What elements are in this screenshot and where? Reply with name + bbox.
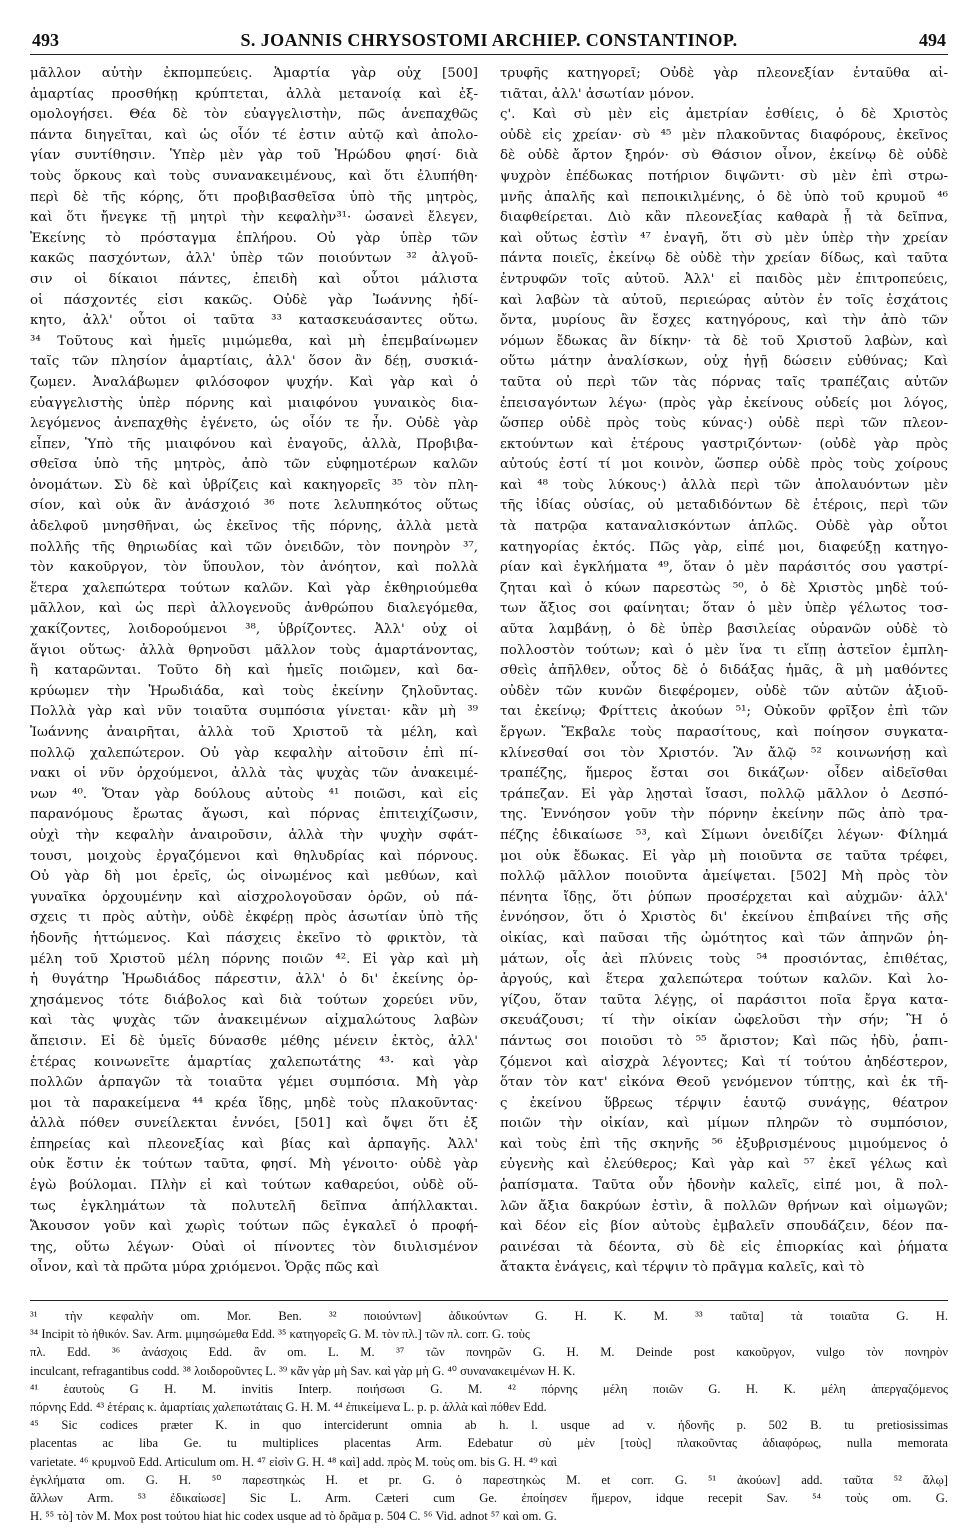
text-line: πολλῶν ἁρπαγῶν τὰ τοιαῦτα γέμει συμπόσια. Μὴ γὰρ xyxy=(30,1075,478,1091)
text-line: καὶ λαβὼν τὰ αὐτοῦ, περιεώρας αὐτὸν ἐν τοῖς ἐσχάτοις xyxy=(500,292,948,308)
text-column-right xyxy=(500,64,948,1290)
text-line: σίον, καὶ οὐκ ἂν ἀνάσχοιό ³⁶ ποτε λελυπηκότος οὕτως xyxy=(30,498,478,514)
page-header xyxy=(30,28,948,55)
footnote-line: ἄλλων Arm. ⁵³ ἐδικαίωσε] Sic L. Arm. Cæteri cum Ge. ἐποίησεν ἥμερον, idque recepit Sav. ⁵⁴ τοὺς om. G. xyxy=(30,1491,948,1506)
text-line: αῦτα λαμβάνῃ, ὁ δὲ ὑπὲρ βασιλείας οὐρανῶν οὐδὲ τὸ xyxy=(500,622,948,638)
text-line: της, οὕτω λέγων· Οὐαὶ οἱ πίνοντες τὸν διυλισμένον xyxy=(30,1239,478,1255)
footnote-line: inculcant, refragantibus codd. ³⁸ λοιδοροῦντες L. ³⁹ κἂν γὰρ μὴ Sav. καὶ γὰρ μὴ G. ⁴⁰ συνανακειμένων H. K. xyxy=(30,1363,576,1378)
text-line: τιᾶται, ἀλλ' ἀσωτίαν μόνον. xyxy=(500,86,695,102)
text-line: πολλοστὸν τούτων; καὶ ὁ μὲν ἵνα τι εἴπῃ ἀστεῖον ἐμπλη- xyxy=(500,642,948,658)
text-line: γίζου, ὅταν ταῦτα λέγῃς, οἱ παράσιτοι ποῖα ἔργα κατα- xyxy=(500,992,948,1008)
text-line: πάντως σοι ποιοῦσι τὸ ⁵⁵ ἄριστον; Καὶ πῶς ἡδὺ, ῥαπι- xyxy=(500,1033,948,1049)
text-line: μοι τὰ παρακείμενα ⁴⁴ κρέα ἴδῃς, μηδὲ τοὺς πλακοῦντας· xyxy=(30,1095,478,1111)
text-line: ἡ θυγάτηρ Ἡρωδιάδος πάρεστιν, ἀλλ' ὁ δι' ἐκείνης ὀρ- xyxy=(30,972,478,988)
text-line: καὶ οὕτως ἐστὶν ⁴⁷ ἐναγῆ, ὅτι σὺ μὲν ὑπὲρ τὴν χρείαν xyxy=(500,230,948,246)
text-line: σκευάζουσι; τί τὴν οἰκίαν ὠφελοῦσι τὴν σήν; Ἢ ὁ xyxy=(500,1013,948,1029)
text-line: σιν οἱ δίκαιοι πάντες, ἐπειδὴ καὶ οὗτοι μάλιστα xyxy=(30,271,478,287)
text-line: ἄπεισιν. Εἰ δὲ ὑμεῖς δύνασθε μέθης μένειν ἐκτὸς, ἀλλ' xyxy=(30,1033,478,1049)
text-line: γίαν συντίθησιν. Ὑπὲρ μὲν γὰρ τοῦ Ἡρώδου φησί· διὰ xyxy=(30,148,478,164)
text-line: τῆς ἰδίας οὐσίας, οὐ μεταδιδόντων δὲ ἑτέροις, περὶ τῶν xyxy=(500,498,948,514)
text-line: της. Ἐννόησον γοῦν τὴν πόρνην ἐκείνην πῶς ἀπὸ τρα- xyxy=(500,807,948,823)
text-line: ἐπεισαγόντων λέγω· (πρὸς γὰρ ἐκείνους οὐδείς μοι λόγος, xyxy=(500,395,948,411)
text-line: πάντα ποιεῖς, ἐκείνῳ δὲ οὐδὲ τὴν χρείαν δίδως, καὶ ταῦτα xyxy=(500,251,948,267)
text-line: ζηται καὶ ὁ κύων παρεστὼς ⁵⁰, ὁ δὲ Χριστὸς μηδὲ τού- xyxy=(500,580,948,596)
text-line: ἀργούς, καὶ ἕτερα χαλεπώτερα τούτων καλῶν. Καὶ λο- xyxy=(500,972,948,988)
text-line: τραπέζης, ἥμερος ἔσται σοι δικάζων· οἶδεν αἰδεῖσθαι xyxy=(500,766,948,782)
footnote-line: varietate. ⁴⁶ κρυμνοῦ Edd. Articulum om. H. ⁴⁷ εἰσὶν G. H. ⁴⁸ καὶ] add. πρὸς M. τοὺς om. bis G. H. ⁴⁹ καὶ xyxy=(30,1454,557,1469)
text-line: οὐκ ἔστιν ἐκ τούτων ταῦτα, φησί. Μὴ γένοιτο· οὐδὲ γὰρ xyxy=(30,1157,478,1173)
text-line: καὶ ⁴⁸ τοὺς λύκους·) ἀλλὰ περὶ τῶν ἀπολαυόντων μὲν xyxy=(500,477,948,493)
text-line: πέζης ἐδικαίωσε ⁵³, καὶ Σίμωνι ὀνειδίζει λέγων· Φίλημά xyxy=(500,827,948,843)
footnote-line: πόρνης Edd. ⁴³ ἑτέραις κ. ἁμαρτίαις χαλεπωτάταις G. H. M. ⁴⁴ ἐπικείμενα L. p. p. ἀλλὰ καὶ πόθεν Edd. xyxy=(30,1400,547,1415)
text-line: γυναῖκα ὀρχουμένην καὶ αἰσχρολογοῦσαν ὁρῶν, οὐ πά- xyxy=(30,889,478,905)
page-number-right: 494 xyxy=(919,30,946,50)
text-line: ἔργων. Ἔκβαλε τοὺς παρασίτους, καὶ ποίησον συγκατα- xyxy=(500,725,948,740)
text-line: παρανόμους ἔρωτας ἄγωσι, καὶ πόρνας ἐπιτειχίζωσιν, xyxy=(30,807,478,823)
text-line: κρύωμεν τὴν Ἡρωδιάδα, καὶ τοὺς ἐκείνην ζηλοῦντας. xyxy=(30,683,478,699)
text-line: ἅγιοι οὕτως· ἀλλὰ θρηνοῦσι μᾶλλον τοὺς ἁμαρτάνοντας, xyxy=(30,642,478,658)
text-line: κακῶς πασχόντων, ἀλλ' ὑπὲρ τῶν ποιούντων ³² ἀλγοῦ- xyxy=(30,251,478,267)
text-line: περὶ δὲ τῆς κόρης, ὅτι προβιβασθεῖσα ὑπὸ τῆς μητρὸς, xyxy=(30,189,478,205)
text-line: Ἰωάννης ἀναιρῆται, ἀλλὰ τοῦ Χριστοῦ τὰ μέλη, καὶ xyxy=(30,725,478,740)
text-line: καὶ δέον εἰς βίον αὐτοὺς ἐμβαλεῖν σπουδάζειν, δέον πα- xyxy=(500,1219,948,1235)
text-line: ὀνομάτων. Σὺ δὲ καὶ ὑβρίζεις καὶ κακηγορεῖς ³⁵ τὸν πλη- xyxy=(30,477,478,493)
text-line: δὲ οὐδὲ ἄρτον ξηρόν· σὺ Θάσιον οἶνον, ἐκείνῳ δὲ οὐδὲ xyxy=(500,148,948,164)
text-line: ἁμαρτίας προσθήκῃ κρύπτεται, ἀλλὰ μετανοίᾳ καὶ ἐξ- xyxy=(30,86,478,102)
text-line: ἐννόησον, ὅτι ὁ Χριστὸς δι' ἐκείνου ἐπιβαίνει τῆς σῆς xyxy=(500,910,948,926)
text-column-left xyxy=(30,64,478,1290)
text-line: ἐγὼ βούλομαι. Πλὴν εἰ καὶ τούτων καθαρεύοι, οὐδὲ οὕ- xyxy=(30,1178,478,1194)
text-line: ψυχρὸν ἐπέδωκας ποτήριον διψῶντι· σὺ μὲν ἐπὶ στρω- xyxy=(500,168,948,184)
text-line: Ἐκείνης τὸ πρόσταγμα ἐπλήρου. Οὐ γὰρ ὑπὲρ τῶν xyxy=(30,230,478,246)
text-line: σχεις τι πρὸς αὐτὴν, οὐδὲ ἐκφέρῃ πρὸς ἀσωτίαν ὑπὸ τῆς xyxy=(30,910,478,926)
footnote-line: ³⁴ Incipit τὸ ἠθικόν. Sav. Arm. μιμησώμεθα Edd. ³⁵ κατηγορεῖς G. M. τὸν πλ.] τῶν πλ. corr. G. τοὺς xyxy=(30,1327,530,1342)
text-line: καὶ ὅτι ἤνεγκε τῇ μητρὶ τὴν κεφαλὴν³¹· ὡσανεὶ ἔλεγεν, xyxy=(30,210,478,226)
text-line: μᾶλλον, καὶ ὡς περὶ ἀλλογενοῦς ἀνθρώπου διαλεγόμεθα, xyxy=(30,601,478,617)
text-line: ομολογήσει. Θέα δὲ τὸν εὐαγγελιστὴν, πῶς ἀνεπαχθῶς xyxy=(30,107,478,123)
text-line: κατηγορίας ἐκτός. Πῶς γὰρ, εἰπέ μοι, διαφεύξῃ κατηγο- xyxy=(500,539,948,555)
text-line: εὐγενὴς καὶ ἐλεύθερος; Καὶ γὰρ καὶ ⁵⁷ ἐκεῖ γέλως καὶ xyxy=(500,1157,948,1173)
text-line: οὐχὶ τὴν κεφαλὴν ἀναιροῦσιν, ἀλλὰ τὴν ψυχὴν σφάτ- xyxy=(30,827,478,843)
text-line: χακίζοντες, λοιδορούμενοι ³⁸, ὑβρίζοντες. Ἀλλ' οὐχ οἱ xyxy=(30,622,478,638)
text-line: ταῖς τῶν πλησίον ἁμαρτίαις, ἀλλ' ὅσον ἂν δέῃ, συσκιά- xyxy=(30,354,478,370)
text-line: ῥαπίσματα. Ταῦτα οὖν ἡδονὴν καλεῖς, εἰπέ μοι, ἃ πολ- xyxy=(500,1178,948,1194)
text-line: σθεῖσα ὑπὸ τῆς μητρὸς, ἀπὸ τῶν εὐφημοτέρων καλῶν xyxy=(30,457,478,473)
text-line: κητο, ἀλλ' οὗτοι οἱ ταῦτα ³³ κατασκευάσαντες οὕτω. xyxy=(30,313,478,329)
text-line: των ἄξιος σοι φαίνηται; ὅταν ὁ μὲν ὑπὲρ γέλωτος τοσ- xyxy=(500,601,948,617)
text-line: Ἄκουσον γοῦν καὶ χωρὶς τούτων πῶς ἐγκαλεῖ ὁ προφή- xyxy=(30,1219,478,1235)
text-line: ζόμενοι καὶ αἰσχρὰ λέγοντες; Καὶ τί τούτου ἀηδέστερον, xyxy=(500,1054,948,1070)
text-line: τρυφῆς κατηγορεῖ; Οὐδὲ γὰρ πλεονεξίαν ἐνταῦθα αἰ- xyxy=(500,66,948,81)
footnote-line: H. ⁵⁵ τὸ] τὸν M. Mox post τούτου hiat hic codex usque ad τὸ δρᾶμα p. 504 C. ⁵⁶ Vid. adnot ⁵⁷ καὶ om. G. xyxy=(30,1509,557,1524)
text-line: ἐντρυφῶν τοῖς αὐτοῦ. Ἀλλ' εἰ παιδὸς μὲν ἐπιτροπεύεις, xyxy=(500,271,948,287)
text-line: πολλῆς τῆς θηριωδίας καὶ τῶν ὀνειδῶν, τὸν πονηρὸν ³⁷, xyxy=(30,539,478,555)
text-line: οἱ πάσχοντές εἰσι κακῶς. Οὐδὲ γὰρ Ἰωάννης ἠδί- xyxy=(30,292,478,308)
text-line: καὶ τὰς ψυχὰς τῶν ἀνακειμένων αἰχμαλώτους λαβὼν xyxy=(30,1013,478,1029)
text-line: ³⁴ Τοῦτους καὶ ἡμεῖς μιμώμεθα, καὶ μὴ ἐπεμβαίνωμεν xyxy=(30,333,478,349)
text-line: λῶν ἄξια δακρύων ἐστὶν, ἃ πολλῶν θρήνων καὶ οἰμωγῶν; xyxy=(500,1198,948,1214)
text-line: λεγόμενος ἀνεπαχθὴς ἐγένετο, ὡς οἷόν τε ἦν. Οὐδὲ γὰρ xyxy=(30,416,478,432)
text-line: τράπεζαν. Εἰ γὰρ λῃσταὶ ἴσασι, πολλῷ μᾶλλον ὁ Δεσπό- xyxy=(500,786,948,802)
text-line: πολλῷ μᾶλλον ποιοῦντα ἀμείψεται. [502] Μὴ πρὸς τὸν xyxy=(500,869,948,885)
text-line: ραινέσαι τὰ δέοντα, σὺ δὲ εἰς ἐπιορκίας καὶ ῥήματα xyxy=(500,1239,948,1255)
text-line: ἡδονῆς ἡττώμενος. Καὶ πάσχεις ἐκεῖνο τὸ φρικτὸν, τὰ xyxy=(30,930,478,946)
text-line: πολλῷ χαλεπώτερον. Οὐ γὰρ κεφαλὴν αἰτοῦσιν ἐπὶ πί- xyxy=(30,745,478,761)
text-line: ὅταν τὸν κατ' εἰκόνα Θεοῦ γενόμενον τύπτῃς, καὶ ἐκ τῆ- xyxy=(500,1075,948,1091)
text-line: ὄντα, μυρίους ἂν ἔσχες κατηγόρους, καὶ τὴν ἀπὸ τῶν xyxy=(500,313,948,329)
text-line: ποιῶν τὴν οἰκίαν, καὶ μίμων πληρῶν τὸ συμπόσιον, xyxy=(500,1116,948,1132)
text-line: ταῦτα οὐ περὶ τῶν τὰς πόρνας ταῖς τραπέζαις αὐτῶν xyxy=(500,374,948,390)
text-line: τοὺς ὅρκους καὶ τοὺς συνανακειμένους, καὶ ὅτι ἐλυπήθη· xyxy=(30,168,478,184)
running-title: S. JOANNIS CHRYSOSTOMI ARCHIEP. CONSTANTINOP. xyxy=(240,30,738,50)
text-line: τὸν κακοῦργον, τὸν ὕπουλον, τὸν ἀνόητον, καὶ πολλὰ xyxy=(30,560,478,576)
footnote-line: placentas ac liba Ge. tu multiplices placentas Arm. Edebatur σὺ μὲν [τοὺς] πλακοῦντας ἀδιαφόρως, nulla memorata xyxy=(30,1436,948,1451)
text-line: νόμων ἔδωκας ἂν δίκην· τὰ δὲ τοῦ Χριστοῦ λαβὼν, καὶ xyxy=(500,333,948,349)
text-line: ὥσπερ οὐδὲ πρὸς τοὺς κύνας·) οὐδὲ περὶ τῶν πλεον- xyxy=(500,416,948,432)
text-line: ται ἐκείνῳ; Φρίττεις ἀκούων ⁵¹; Οὐκοῦν φρῖξον ἐπὶ τῶν xyxy=(500,704,948,720)
text-line: Πολλὰ γὰρ καὶ νῦν τοιαῦτα συμπόσια γίνεται· κἂν μὴ ³⁹ xyxy=(30,704,478,720)
text-line: ἢ καταρῶνται. Τοῦτο δὴ καὶ ἡμεῖς ποιῶμεν, καὶ δα- xyxy=(30,663,478,679)
text-line: τὰ πατρῷα καταναλισκόντων ἁπλῶς. Οὐδὲ γὰρ οὗτοι xyxy=(500,519,948,535)
text-line: πένητα ἴδῃς, ὅτι ῥύπων προσέρχεται καὶ αὐχμῶν· ἀλλ' xyxy=(500,889,948,905)
text-line: οἶνον, καὶ τὰ πρῶτα μύρα χριόμενοι. Ὁρᾷς πῶς καὶ xyxy=(30,1260,380,1276)
footnote-line: ⁴⁵ Sic codices præter K. in quo interciderunt omnia ab h. l. usque ad v. ἡδονῆς p. 502 B. tu pretiosissimas xyxy=(30,1418,948,1433)
text-line: διαφθείρεται. Διὸ κἂν πλεονεξίας καθαρὰ ᾖ τὰ δεῖπνα, xyxy=(500,210,948,226)
text-line: πάντα διηγεῖται, καὶ ὡς οἷόν τέ ἐστιν αὐτῷ καὶ ἀπολο- xyxy=(30,127,478,143)
text-line: ἀλλὰ πόθεν συνείλεκται ἐννόει, [501] καὶ ὄψει ὅτι ἐξ xyxy=(30,1116,478,1132)
text-line: μέλη τοῦ Χριστοῦ μέλη πόρνης ποιῶν ⁴². Εἰ γὰρ καὶ μὴ xyxy=(30,951,478,967)
text-line: εκτούντων καὶ ἑτέρους γαστριζόντων· (οὐδὲ γὰρ πρὸς xyxy=(500,436,948,452)
footnote-line: ἐγκλήματα om. G. H. ⁵⁰ παρεστηκὼς H. et pr. G. ὁ παρεστηκὼς M. et corr. G. ⁵¹ ἀκούων] add. ταῦτα ⁵² ἄλῳ] xyxy=(30,1472,948,1487)
text-line: ἕτερα χαλεπώτερα τούτων καλῶν. Καὶ γὰρ ἐκθηριούμεθα xyxy=(30,580,478,596)
text-line: ς'. Καὶ σὺ μὲν εἰς ἀμετρίαν ἐσθίεις, ὁ δὲ Χριστὸς xyxy=(500,107,948,123)
text-line: αὐτούς ἐστί τί μοι κοινὸν, ὥσπερ οὐδὲ πρὸς τοὺς χοίρους xyxy=(500,457,948,473)
text-line: ἑτέρας κοινωνεῖτε ἁμαρτίας χαλεπωτάτης ⁴³· καὶ γὰρ xyxy=(30,1054,478,1070)
text-line: χησάμενος τότε διάβολος καὶ διὰ τούτων χορεύει νῦν, xyxy=(30,992,478,1008)
page-number-left: 493 xyxy=(32,30,59,50)
text-line: μάτων, οἷς ἀεὶ πλύνεις τοὺς ⁵⁴ προσιόντας, ἐπιθέτας, xyxy=(500,951,948,967)
footnotes xyxy=(30,1300,948,1539)
text-line: ζωμεν. Ἀναλάβωμεν φιλόσοφον ψυχήν. Καὶ γὰρ καὶ ὁ xyxy=(30,374,478,390)
footnote-line: ⁴¹ ἑαυτοὺς G H. M. invitis Interp. ποιήσωσι G. M. ⁴² πόρνης μέλη ποιῶν G. H. K. μέλη ἀπεργαζόμενος xyxy=(30,1381,948,1396)
text-line: ἄτακτα ἐνάγεις, καὶ τέρψιν τὸ πρᾶγμα καλεῖς, καὶ τὸ xyxy=(500,1260,865,1276)
text-line: Οὐ γὰρ δὴ μοι ἐρεῖς, ὡς οἰνωμένος καὶ μεθύων, καὶ xyxy=(30,869,478,885)
text-line: μᾶλλον αὐτὴν ἐκπομπεύεις. Ἁμαρτία γὰρ οὐχ [500] xyxy=(30,66,478,81)
footnote-line: ³¹ τὴν κεφαλὴν om. Mor. Ben. ³² ποιούντων] ἀδικούντων G. H. K. M. ³³ ταῦτα] τὰ τοιαῦτα G. H. xyxy=(30,1309,948,1323)
text-line: εἶπεν, Ὑπὸ τῆς μιαιφόνου καὶ ἐναγοῦς, ἀλλὰ, Προβιβα- xyxy=(30,436,478,452)
footnote-line: πλ. Edd. ³⁶ ἀνάσχοις Edd. ἂν om. L. M. ³⁷ τῶν πονηρῶν G. H. M. Deinde post κακοῦργον, vulgo τὸν πονηρὸν xyxy=(30,1345,948,1360)
text-line: σθεὶς ἀπῆλθεν, οὗτος δὲ ὁ διδάξας ἡμᾶς, ἃ μὴ μαθόντες xyxy=(500,663,948,679)
text-line: οὕτω μάτην ἀναλίσκων, οὐχ ἡγῇ δώσειν εὐθύνας; Καὶ xyxy=(500,354,948,370)
text-line: οὐδὲ εἰς χρείαν· σὺ ⁴⁵ μὲν πλακοῦντας διαφόρους, ἐκεῖνος xyxy=(500,127,948,143)
text-line: κλίνεσθαί σοι τὸν Χριστόν. Ἂν ἄλῷ ⁵² κοινωνήσῃ καὶ xyxy=(500,745,948,761)
text-line: νων ⁴⁰. Ὅταν γὰρ δούλους αὐτοὺς ⁴¹ ποιῶσι, καὶ εἰς xyxy=(30,786,478,802)
text-line: μνῆς ἁπαλῆς καὶ πεποικιλμένης, ὁ δὲ ὑπὸ τοῦ κρυμοῦ ⁴⁶ xyxy=(500,189,948,205)
text-line: ρίαν καὶ ἐγκλήματα ⁴⁹, ὅταν ὁ μὲν παράσιτός σου γαστρί- xyxy=(500,560,948,576)
text-line: εὐαγγελιστὴς ὑπὲρ πόρνης καὶ μιαιφόνου γυναικὸς δια- xyxy=(30,395,478,411)
text-line: οἰκίας, καὶ παῦσαι τῆς ὠμότητος καὶ τῶν ἀπηνῶν ῥη- xyxy=(500,930,948,946)
text-line: καὶ τοὺς ἐπὶ τῆς σκηνῆς ⁵⁶ ἐξυβρισμένους μιμούμενος ὁ xyxy=(500,1136,948,1152)
text-line: ἐπηρείας καὶ πλεονεξίας καὶ βίας καὶ ἁρπαγῆς. Ἀλλ' xyxy=(30,1136,478,1152)
text-line: τουσι, μοιχοὺς ἐργαζόμενοι καὶ θηλυδρίας καὶ πόρνους. xyxy=(30,848,478,864)
text-line: τως ἐγκλημάτων τὰ πολυτελῆ δεῖπνα ἀπήλλακται. xyxy=(30,1198,478,1214)
text-line: ς ἐκείνου ὕβρεως τέρψιν ἑαυτῷ συνάγῃς, θέατρον xyxy=(500,1095,948,1111)
text-line: οὐδὲν τῶν κυνῶν διεφέρομεν, οὐδὲ τῶν αὐτῶν ἀξιοῦ- xyxy=(500,683,948,699)
text-line: μοι οὐκ ἔδωκας. Εἰ γὰρ μὴ ποιοῦντα σε ταῦτα τρέφει, xyxy=(500,848,948,864)
text-line: ἀδελφοῦ μνησθῆναι, ὡς ἐκεῖνος τῆς πόρνης, ἀλλὰ μετὰ xyxy=(30,519,478,535)
text-line: νακι οἱ νῦν ὀρχούμενοι, ἀλλὰ τὰς ψυχὰς τῶν ἀνακειμέ- xyxy=(30,766,478,782)
